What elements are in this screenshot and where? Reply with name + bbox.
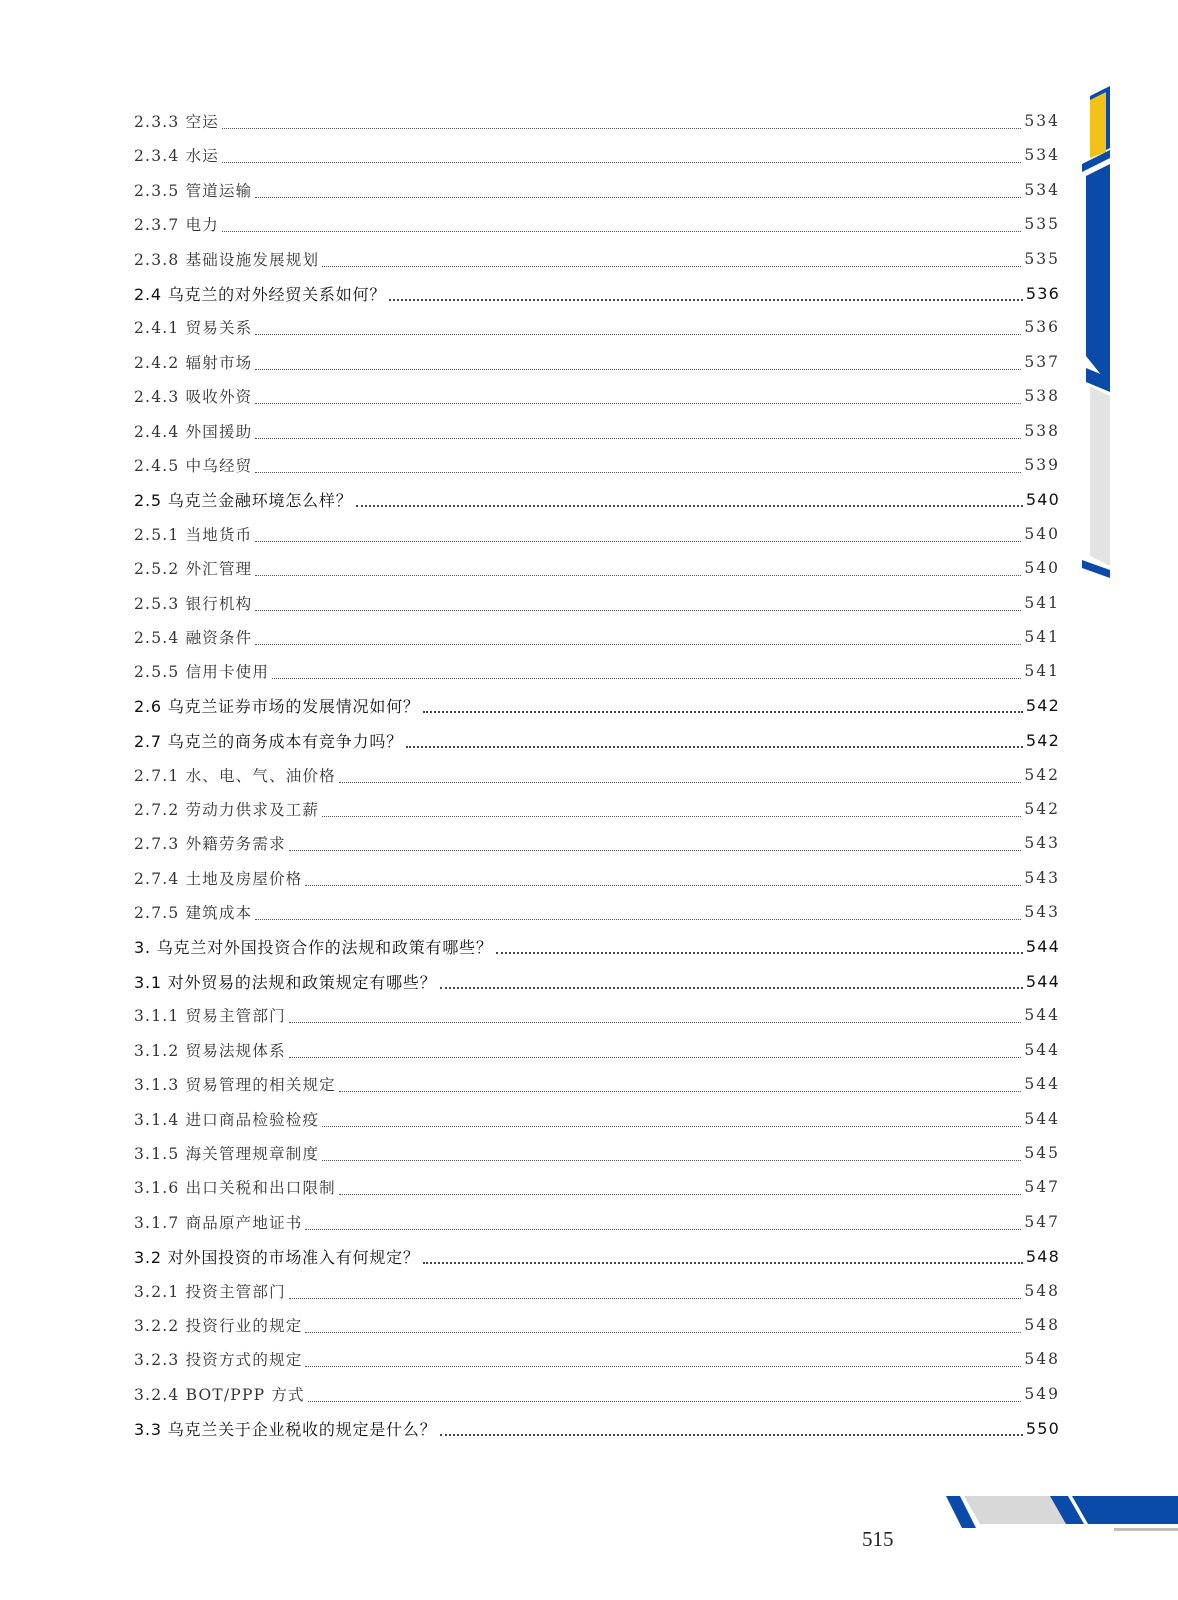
side-decoration <box>1076 86 1116 586</box>
toc-entry <box>134 483 1060 515</box>
page-number: 515 <box>862 1527 894 1551</box>
dot-leader <box>255 437 1021 439</box>
dot-leader <box>222 127 1021 129</box>
dot-leader <box>496 951 1023 954</box>
dot-leader <box>440 1433 1023 1436</box>
toc-entry <box>134 243 1060 275</box>
dot-leader <box>339 781 1022 783</box>
toc-entry-title: 2.7.5 建筑成本 <box>134 904 253 923</box>
toc-entry <box>134 415 1060 447</box>
toc-entry-page: 534 <box>1024 112 1060 130</box>
toc-entry-title: 3.1.4 进口商品检验检疫 <box>134 1110 320 1129</box>
dot-leader <box>255 333 1021 335</box>
toc-entry-title: 2.3.8 基础设施发展规划 <box>134 250 320 269</box>
toc-entry-page: 535 <box>1024 215 1060 234</box>
toc-entry-page: 539 <box>1024 456 1060 474</box>
toc-entry-title: 3.3 乌克兰关于企业税收的规定是什么？ <box>134 1419 437 1439</box>
dot-leader <box>255 643 1021 645</box>
toc-entry-title: 3.1.7 商品原产地证书 <box>134 1213 303 1232</box>
toc-entry <box>134 1068 1060 1100</box>
toc-entry-page: 538 <box>1024 387 1060 406</box>
dot-leader <box>255 918 1021 920</box>
dot-leader <box>272 677 1021 679</box>
dot-leader <box>406 745 1023 748</box>
toc-entry-title: 2.7.3 外籍劳务需求 <box>134 835 286 854</box>
toc-entry <box>134 896 1060 928</box>
toc-entry-page: 541 <box>1024 628 1060 646</box>
dot-leader <box>289 1021 1022 1023</box>
toc-entry-title: 3.1 对外贸易的法规和政策规定有哪些？ <box>134 972 437 992</box>
toc-entry <box>134 587 1060 619</box>
dot-leader <box>222 161 1021 163</box>
toc-entry-title: 2.7.2 劳动力供求及工薪 <box>134 801 320 819</box>
toc-entry <box>134 139 1060 171</box>
toc-entry <box>134 1171 1060 1203</box>
toc-entry-page: 548 <box>1024 1281 1060 1300</box>
dot-leader <box>322 265 1021 267</box>
toc-entry <box>134 999 1060 1031</box>
dot-leader <box>289 1297 1022 1299</box>
toc-entry <box>134 1240 1060 1272</box>
toc-entry <box>134 724 1060 756</box>
toc-entry <box>134 1309 1060 1341</box>
toc-entry-page: 543 <box>1024 868 1060 887</box>
toc-entry-title: 2.6 乌克兰证券市场的发展情况如何？ <box>134 697 420 717</box>
toc-entry-page: 536 <box>1025 283 1060 303</box>
toc-entry-title: 2.5 乌克兰金融环境怎么样？ <box>134 490 353 510</box>
toc-entry-title: 3.1.3 贸易管理的相关规定 <box>134 1076 336 1095</box>
toc-entry-page: 542 <box>1024 765 1060 784</box>
dot-leader <box>255 574 1021 576</box>
toc-entry <box>134 1412 1060 1444</box>
toc-entry-page: 549 <box>1024 1384 1060 1403</box>
toc-entry-page: 547 <box>1024 1212 1060 1231</box>
dot-leader <box>339 1090 1022 1092</box>
toc-entry-page: 540 <box>1024 559 1060 578</box>
toc-entry-title: 3.1.6 出口关税和出口限制 <box>134 1179 336 1198</box>
toc-entry-title: 3.1.1 贸易主管部门 <box>134 1007 286 1026</box>
toc-entry <box>134 759 1060 791</box>
toc-entry <box>134 965 1060 997</box>
dot-leader <box>322 1159 1021 1161</box>
toc-entry-page: 535 <box>1024 249 1060 268</box>
toc-entry <box>134 931 1060 963</box>
toc-entry-title: 3.2.2 投资行业的规定 <box>134 1317 303 1335</box>
toc-entry <box>134 655 1060 687</box>
dot-leader <box>255 609 1021 611</box>
toc-entry <box>134 449 1060 481</box>
toc-entry <box>134 174 1060 206</box>
toc-entry-page: 544 <box>1025 937 1060 957</box>
toc-entry-page: 543 <box>1024 903 1060 922</box>
toc-entry <box>134 1137 1060 1169</box>
toc-entry-page: 542 <box>1024 800 1060 818</box>
toc-entry-title: 3.1.5 海关管理规章制度 <box>134 1145 320 1163</box>
toc-entry-page: 542 <box>1025 696 1060 716</box>
toc-entry-page: 537 <box>1024 352 1060 371</box>
dot-leader <box>255 368 1021 370</box>
toc-entry-title: 2.4.4 外国援助 <box>134 422 253 441</box>
toc-entry <box>134 1343 1060 1375</box>
toc-entry-title: 2.4.3 吸收外资 <box>134 388 253 407</box>
toc-entry <box>134 621 1060 653</box>
toc-entry-title: 3.1.2 贸易法规体系 <box>134 1041 286 1060</box>
toc-entry <box>134 1378 1060 1410</box>
dot-leader <box>255 196 1021 198</box>
dot-leader <box>255 471 1021 473</box>
toc-entry-title: 3.2.3 投资方式的规定 <box>134 1351 303 1370</box>
toc-entry-title: 2.3.3 空运 <box>134 113 219 131</box>
toc-entry-page: 544 <box>1024 1040 1060 1059</box>
toc-entry-page: 547 <box>1024 1178 1060 1197</box>
toc-entry-page: 541 <box>1024 593 1060 612</box>
footer-decoration <box>946 1490 1178 1540</box>
dot-leader <box>423 710 1023 713</box>
toc-entry-title: 2.7 乌克兰的商务成本有竞争力吗？ <box>134 731 403 751</box>
toc-entry <box>134 690 1060 722</box>
toc-entry-title: 2.3.4 水运 <box>134 147 219 166</box>
toc-entry-title: 2.3.5 管道运输 <box>134 181 253 200</box>
toc-entry-page: 540 <box>1024 524 1060 543</box>
toc-entry-page: 550 <box>1025 1418 1060 1438</box>
toc-entry-title: 2.3.7 电力 <box>134 216 219 235</box>
toc-entry-page: 548 <box>1024 1350 1060 1369</box>
toc-entry-page: 540 <box>1025 489 1060 509</box>
toc-entry-title: 2.4.2 辐射市场 <box>134 353 253 372</box>
dot-leader <box>389 298 1023 301</box>
dot-leader <box>305 884 1021 886</box>
toc-entry <box>134 346 1060 378</box>
dot-leader <box>308 1400 1022 1402</box>
toc-entry-title: 2.4.1 贸易关系 <box>134 319 253 338</box>
toc-entry-title: 2.5.5 信用卡使用 <box>134 663 270 682</box>
toc-entry <box>134 862 1060 894</box>
toc-entry-page: 544 <box>1024 1006 1060 1025</box>
toc-entry <box>134 827 1060 859</box>
toc-entry-page: 541 <box>1024 662 1060 681</box>
toc-entry-title: 2.4 乌克兰的对外经贸关系如何？ <box>134 284 387 304</box>
toc-entry <box>134 277 1060 309</box>
dot-leader <box>440 986 1023 989</box>
dot-leader <box>222 230 1021 232</box>
toc-entry-title: 2.7.1 水、电、气、油价格 <box>134 766 336 785</box>
dot-leader <box>305 1365 1021 1367</box>
dot-leader <box>289 1056 1022 1058</box>
toc-entry-title: 2.5.2 外汇管理 <box>134 560 253 579</box>
toc-entry-title: 3.2 对外国投资的市场准入有何规定？ <box>134 1247 420 1267</box>
toc-entry-page: 544 <box>1024 1075 1060 1094</box>
toc-entry-page: 538 <box>1024 421 1060 440</box>
dot-leader <box>255 402 1021 404</box>
toc-entry <box>134 105 1060 137</box>
toc-entry <box>134 208 1060 240</box>
toc-entry <box>134 1275 1060 1307</box>
toc-entry <box>134 1103 1060 1135</box>
toc-entry <box>134 1206 1060 1238</box>
toc-entry <box>134 552 1060 584</box>
toc-entry-title: 2.5.1 当地货币 <box>134 525 253 544</box>
toc-entry-page: 542 <box>1025 730 1060 750</box>
toc-entry-title: 2.4.5 中乌经贸 <box>134 457 253 475</box>
toc-entry-title: 3.2.1 投资主管部门 <box>134 1282 286 1301</box>
toc-entry <box>134 1034 1060 1066</box>
toc-entry-page: 534 <box>1024 146 1060 165</box>
dot-leader <box>322 815 1021 817</box>
dot-leader <box>305 1228 1021 1230</box>
toc-entry-page: 544 <box>1025 971 1060 991</box>
dot-leader <box>322 1125 1021 1127</box>
dot-leader <box>289 849 1022 851</box>
toc-entry-title: 2.5.3 银行机构 <box>134 594 253 613</box>
toc-entry-title: 2.5.4 融资条件 <box>134 629 253 647</box>
toc-entry <box>134 311 1060 343</box>
dot-leader <box>339 1193 1022 1195</box>
toc-entry-title: 3. 乌克兰对外国投资合作的法规和政策有哪些？ <box>134 938 493 958</box>
toc-entry-page: 548 <box>1024 1316 1060 1334</box>
toc-entry-page: 536 <box>1024 318 1060 337</box>
toc-entry-page: 544 <box>1024 1109 1060 1128</box>
toc-entry <box>134 518 1060 550</box>
dot-leader <box>305 1331 1021 1333</box>
toc-entry-title: 3.2.4 BOT/PPP 方式 <box>134 1385 305 1404</box>
toc-entry <box>134 793 1060 825</box>
toc-entry <box>134 380 1060 412</box>
toc-entry-title: 2.7.4 土地及房屋价格 <box>134 869 303 888</box>
toc-entry-page: 548 <box>1025 1246 1060 1266</box>
dot-leader <box>356 504 1023 507</box>
dot-leader <box>255 540 1021 542</box>
dot-leader <box>423 1261 1023 1264</box>
toc-entry-page: 534 <box>1024 180 1060 199</box>
toc-entry-page: 545 <box>1024 1144 1060 1162</box>
toc-entry-page: 543 <box>1024 834 1060 853</box>
